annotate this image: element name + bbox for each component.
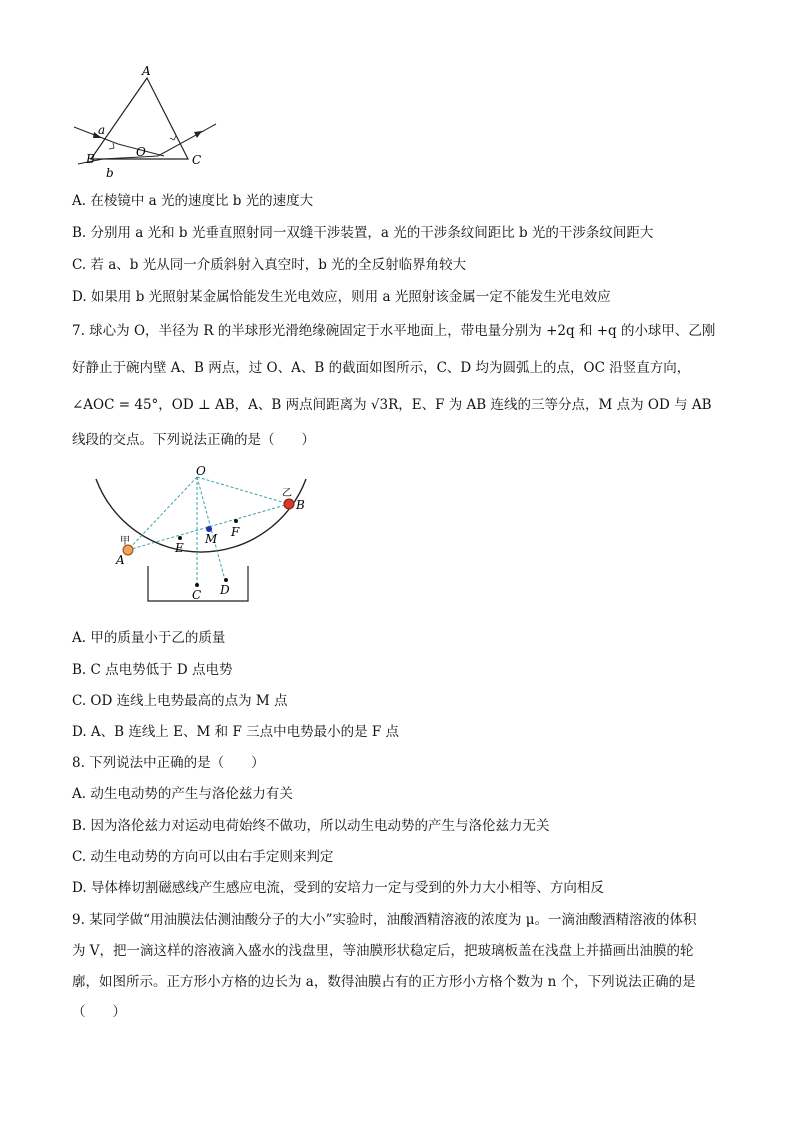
label-b: b — [106, 166, 114, 180]
q7-stem-line-1: 7. 球心为 O，半径为 R 的半球形光滑绝缘碗固定于水平地面上，带电量分别为 +2q 和 +q 的小球甲、乙刚 — [72, 323, 716, 339]
ray-b-exit — [158, 124, 216, 156]
line-OA — [128, 477, 197, 550]
q6-option-b: B. 分别用 a 光和 b 光垂直照射同一双缝干涉装置，a 光的干涉条纹间距比 b 光的干涉条纹间距大 — [72, 225, 654, 241]
q8-stem: 8. 下列说法中正确的是（ ） — [72, 755, 265, 771]
q9-stem-line-3: 廓，如图所示。正方形小方格的边长为 a，数得油膜占有的正方形小方格个数为 n 个，下列说法正确的是 — [72, 974, 696, 990]
ray-b-arrow — [194, 131, 202, 138]
q7-stem-line-2: 好静止于碗内壁 A、B 两点，过 O、A、B 的截面如图所示，C、D 均为圆弧上的点，OC 沿竖直方向， — [72, 360, 691, 376]
label-M: M — [205, 532, 218, 546]
q9-stem-line-4: （ ） — [72, 1004, 126, 1020]
q7-option-d: D. A、B 连线上 E、M 和 F 三点中电势最小的是 F 点 — [72, 724, 400, 740]
label-a: a — [98, 123, 106, 137]
bowl-figure — [86, 462, 316, 607]
q7-stem-line-4: 线段的交点。下列说法正确的是（ ） — [72, 432, 315, 448]
q6-option-d: D. 如果用 b 光照射某金属恰能发生光电效应，则用 a 光照射该金属一定不能发生光电效应 — [72, 289, 611, 305]
point-E — [178, 536, 182, 540]
label-C: C — [192, 153, 202, 167]
label-C: C — [192, 588, 202, 602]
q8-option-b: B. 因为洛伦兹力对运动电荷始终不做功，所以动生电动势的产生与洛伦兹力无关 — [72, 818, 550, 834]
q7-stem-line-3: ∠AOC = 45°，OD ⊥ AB，A、B 两点间距离为 √3R，E、F 为 AB 连线的三等分点，M 点为 OD 与 AB — [72, 397, 712, 413]
label-E: E — [175, 541, 184, 555]
q6-option-a: A. 在棱镜中 a 光的速度比 b 光的速度大 — [72, 193, 314, 209]
q9-stem-line-2: 为 V，把一滴这样的溶液滴入盛水的浅盘里，等油膜形状稳定后，把玻璃板盖在浅盘上并描画出油膜的轮 — [72, 943, 694, 959]
label-F: F — [231, 525, 240, 539]
point-F — [234, 519, 238, 523]
q7-option-a: A. 甲的质量小于乙的质量 — [72, 630, 226, 646]
q8-option-a: A. 动生电动势的产生与洛伦兹力有关 — [72, 786, 293, 802]
label-B: B — [86, 152, 95, 166]
q9-stem-line-1: 9. 某同学做“用油膜法估测油酸分子的大小”实验时，油酸酒精溶液的浓度为 μ。一滴油酸酒精溶液的体积 — [72, 912, 697, 928]
label-B: B — [296, 498, 305, 512]
label-D: D — [220, 583, 230, 597]
right-angle-mark-left — [109, 143, 114, 149]
line-OB — [197, 477, 289, 504]
label-yi: 乙 — [282, 488, 292, 499]
q7-option-c: C. OD 连线上电势最高的点为 M 点 — [72, 693, 288, 709]
q8-option-d: D. 导体棒切割磁感线产生感应电流，受到的安培力一定与受到的外力大小相等、方向相反 — [72, 880, 604, 896]
point-D — [224, 578, 228, 582]
prism-figure — [66, 60, 226, 185]
label-O: O — [196, 464, 206, 478]
point-C — [195, 583, 199, 587]
right-angle-mark-right — [170, 136, 176, 140]
label-A: A — [142, 64, 151, 78]
label-A: A — [116, 553, 125, 567]
label-jia: 甲 — [120, 536, 130, 547]
q7-option-b: B. C 点电势低于 D 点电势 — [72, 662, 233, 678]
label-O: O — [136, 145, 146, 159]
q6-option-c: C. 若 a、b 光从同一介质斜射入真空时，b 光的全反射临界角较大 — [72, 257, 467, 273]
ball-yi — [284, 499, 294, 509]
q8-option-c: C. 动生电动势的方向可以由右手定则来判定 — [72, 849, 334, 865]
